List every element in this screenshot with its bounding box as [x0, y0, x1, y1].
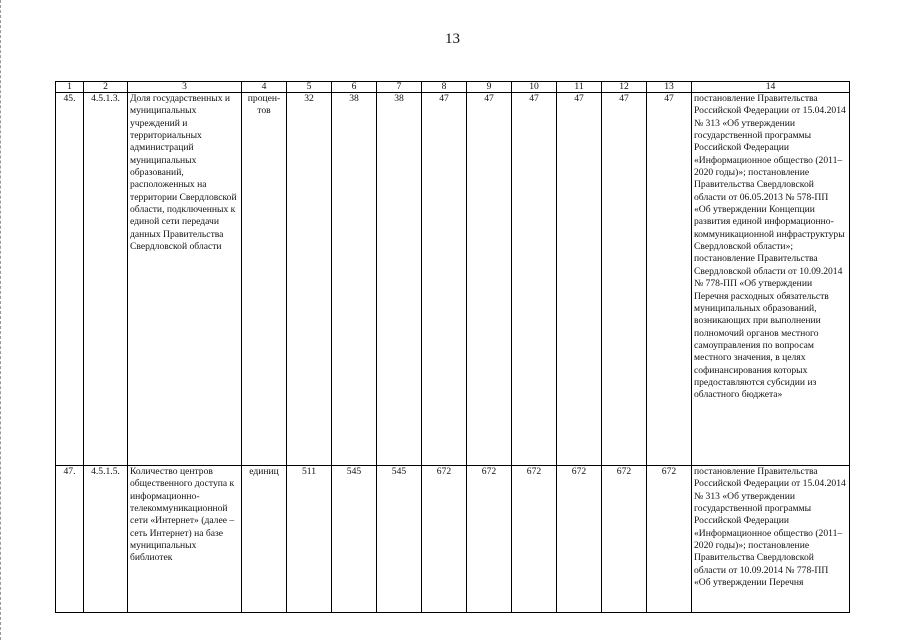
column-number-row — [56, 82, 850, 93]
indicator-name: Количество центров общественного доступа к информационно-телекоммуникационной сети «Интернет» (далее – сеть Интернет) на базе муниципальных библиотек — [128, 466, 242, 613]
indicator-code: 4.5.1.3. — [84, 93, 128, 466]
table-row — [56, 466, 850, 613]
value-cell: 672 — [647, 466, 692, 613]
value-cell: 672 — [557, 466, 602, 613]
column-number: 5 — [287, 82, 332, 93]
value-cell: 47 — [422, 93, 467, 466]
column-number: 7 — [377, 82, 422, 93]
value-cell: 47 — [647, 93, 692, 466]
unit-of-measure: процен-тов — [242, 93, 287, 466]
value-cell: 38 — [332, 93, 377, 466]
value-cell: 47 — [557, 93, 602, 466]
value-cell: 47 — [467, 93, 512, 466]
value-cell: 47 — [512, 93, 557, 466]
value-cell: 545 — [332, 466, 377, 613]
column-number: 13 — [647, 82, 692, 93]
value-cell: 545 — [377, 466, 422, 613]
column-number: 1 — [56, 82, 84, 93]
column-number: 11 — [557, 82, 602, 93]
value-cell: 511 — [287, 466, 332, 613]
column-number: 2 — [84, 82, 128, 93]
column-number: 8 — [422, 82, 467, 93]
column-number: 9 — [467, 82, 512, 93]
indicators-table — [55, 81, 850, 613]
row-number: 47. — [56, 466, 84, 613]
indicator-name: Доля государственных и муниципальных учреждений и территориальных администраций муниципальных образований, расположенных на территории Свердловской области, подключенных к единой сети передачи данных Правительства Свердловской области — [128, 93, 242, 466]
value-cell: 672 — [422, 466, 467, 613]
column-number: 12 — [602, 82, 647, 93]
column-number: 3 — [128, 82, 242, 93]
value-cell: 672 — [512, 466, 557, 613]
column-number: 14 — [692, 82, 850, 93]
legal-basis: постановление Правительства Российской Федерации от 15.04.2014 № 313 «Об утверждении государственной программы Российской Федерации «Информационное общество (2011–2020 годы)»; постановление Правительства Свердловской области от 10.09.2014 № 778-ПП «Об утверждении Перечня — [692, 466, 850, 613]
unit-of-measure: единиц — [242, 466, 287, 613]
row-number: 45. — [56, 93, 84, 466]
value-cell: 32 — [287, 93, 332, 466]
column-number: 10 — [512, 82, 557, 93]
value-cell: 672 — [602, 466, 647, 613]
left-binding-margin — [0, 0, 4, 640]
page-number: 13 — [445, 31, 460, 47]
legal-basis: постановление Правительства Российской Федерации от 15.04.2014 № 313 «Об утверждении государственной программы Российской Федерации «Информационное общество (2011–2020 годы)»; постановление Правительства Свердловской области от 06.05.2013 № 578-ПП «Об утверждении Концепции развития единой информационно-коммуникационной инфраструктуры Свердловской области»; постановление Правительства Свердловской области от 10.09.2014 № 778-ПП «Об утверждении Перечня расходных обязательств муниципальных образований, возникающих при выполнении полномочий органов местного самоуправления по вопросам местного значения, в целях софинансирования которых предоставляются субсидии из областного бюджета» — [692, 93, 850, 466]
column-number: 4 — [242, 82, 287, 93]
indicator-code: 4.5.1.5. — [84, 466, 128, 613]
table-row — [56, 93, 850, 466]
value-cell: 38 — [377, 93, 422, 466]
value-cell: 47 — [602, 93, 647, 466]
column-number: 6 — [332, 82, 377, 93]
value-cell: 672 — [467, 466, 512, 613]
